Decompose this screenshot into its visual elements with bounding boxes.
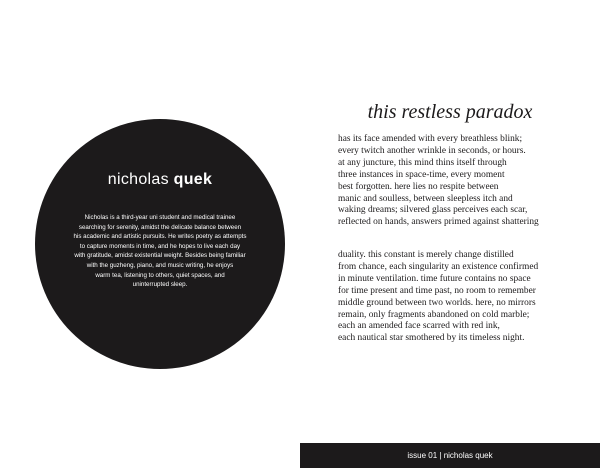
- poem-title: this restless paradox: [367, 101, 533, 123]
- bio-line: his academic and artistic pursuits. He writes poetry as attempts: [73, 233, 247, 241]
- poem-line: reflected on hands, answers primed against shattering: [338, 217, 539, 228]
- poem-line: each nautical star smothered by its timeless night.: [338, 333, 525, 344]
- poem-stanza-1: [338, 134, 596, 229]
- poem-line: every twitch another wrinkle in seconds, or hours.: [338, 145, 526, 156]
- bio-line: warm tea, listening to others, quiet spaces, and: [95, 271, 225, 279]
- poem-line: best forgotten. here lies no respite between: [338, 181, 499, 192]
- poem-line: from chance, each singularity an existence confirmed: [338, 261, 539, 272]
- poem-line: in minute ventilation. time future contains no space: [338, 273, 531, 284]
- bio-line: to capture moments in time, and he hopes to live each day: [79, 242, 241, 250]
- bio-line: uninterrupted sleep.: [132, 281, 188, 289]
- poem-line: duality. this constant is merely change distilled: [338, 250, 514, 260]
- poem-line: each an amended face scarred with red ink,: [338, 321, 500, 332]
- poem-line: has its face amended with every breathless blink;: [338, 134, 523, 144]
- author-last-name: quek: [173, 171, 213, 188]
- bio-line: Nicholas is a third-year uni student and medical trainee: [84, 214, 236, 221]
- footer-text: issue 01 | nicholas quek: [407, 451, 493, 460]
- poem-line: three instances in space-time, every moment: [338, 169, 505, 180]
- poem-line: at any juncture, this mind thins itself through: [338, 157, 507, 168]
- author-bio: [45, 213, 275, 290]
- poem-line: middle ground between two worlds. here, no mirrors: [338, 297, 536, 308]
- author-bio-circle: [35, 119, 285, 369]
- poem-line: waking dreams; silvered glass perceives each scar,: [338, 205, 528, 216]
- poem-line: for time present and time past, no room to remember: [338, 285, 536, 296]
- author-first-name: nicholas: [107, 171, 169, 188]
- poem-line: manic and soulless, between sleepless itch and: [338, 193, 513, 204]
- bio-line: with gratitude, amidst existential weight. Besides being familiar: [74, 252, 246, 260]
- bio-line: with the guzheng, piano, and music writing, he enjoys: [86, 261, 234, 269]
- poem-line: remain, only fragments abandoned on cold marble;: [338, 309, 530, 320]
- author-name: [35, 171, 285, 189]
- bio-line: searching for serenity, amidst the delicate balance between: [78, 223, 242, 231]
- poem-stanza-2: [338, 250, 596, 345]
- footer-bar: [300, 443, 600, 468]
